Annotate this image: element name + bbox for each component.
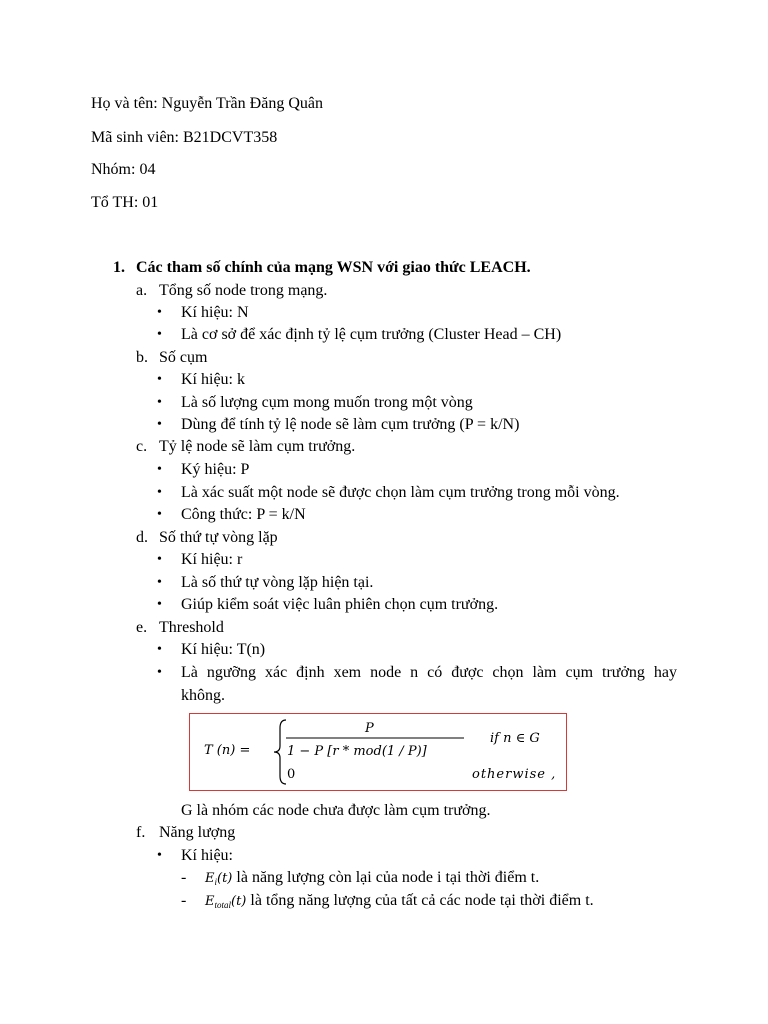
item-label-a: a. <box>136 282 148 299</box>
energy-subitem-1 <box>181 868 540 892</box>
item-title-b: Số cụm <box>159 349 208 366</box>
bullet-item: • Kí hiệu: T(n) <box>181 640 265 660</box>
bullet-item: • Kí hiệu: <box>181 846 233 866</box>
formula-numerator: P <box>365 721 374 736</box>
dash-glyph: - <box>181 892 187 909</box>
bullet-item: • Giúp kiểm soát việc luân phiên chọn cụm trưởng. <box>181 595 498 615</box>
item-title-d: Số thứ tự vòng lặp <box>159 529 278 546</box>
bullet-item: • Công thức: P = k/N <box>181 505 306 525</box>
bullet-item: • Là số lượng cụm mong muốn trong một vòng <box>181 393 473 413</box>
bullet-item: • Là cơ sở để xác định tỷ lệ cụm trưởng (Cluster Head – CH) <box>181 325 561 345</box>
energy-subscript: total <box>214 900 232 910</box>
energy-subitem-2 <box>181 891 594 915</box>
energy-argument: (t) <box>217 871 233 886</box>
formula-condition-2: otherwise , <box>472 767 557 782</box>
item-title-c: Tỷ lệ node sẽ làm cụm trưởng. <box>159 438 356 455</box>
student-name: Họ và tên: Nguyễn Trần Đăng Quân <box>91 95 323 112</box>
energy-argument: (t) <box>231 894 247 909</box>
item-title-f: Năng lượng <box>159 824 236 841</box>
item-label-f: f. <box>136 824 146 841</box>
section-title: Các tham số chính của mạng WSN với giao thức LEACH. <box>136 259 531 276</box>
bullet-item: • Kí hiệu: k <box>181 370 245 390</box>
student-id: Mã sinh viên: B21DCVT358 <box>91 129 278 146</box>
formula-note: G là nhóm các node chưa được làm cụm trưởng. <box>181 802 491 819</box>
energy-description: là tổng năng lượng của tất cả các node tại thời điểm t. <box>250 892 594 909</box>
bullet-item: • Dùng để tính tỷ lệ node sẽ làm cụm trưởng (P = k/N) <box>181 415 519 435</box>
item-label-c: c. <box>136 438 148 455</box>
bullet-item: • Ký hiệu: P <box>181 460 249 480</box>
item-title-e: Threshold <box>159 619 224 636</box>
threshold-formula <box>189 713 567 791</box>
section-number: 1. <box>113 259 125 276</box>
energy-symbol: E <box>205 894 215 909</box>
group-number: Nhóm: 04 <box>91 161 156 178</box>
bullet-continuation: không. <box>181 687 225 704</box>
item-title-a: Tổng số node trong mạng. <box>159 282 328 299</box>
formula-lhs: T (n) = <box>204 743 251 758</box>
bullet-item: • Là ngưỡng xác định xem node n có được chọn làm cụm trưởng hay <box>181 663 677 683</box>
bullet-item: • Là xác suất một node sẽ được chọn làm cụm trưởng trong mỗi vòng. <box>181 483 620 503</box>
formula-condition-1: if n ∈ G <box>490 731 540 746</box>
energy-description: là năng lượng còn lại của node i tại thời điểm t. <box>236 869 540 886</box>
item-label-e: e. <box>136 619 148 636</box>
brace-glyph <box>274 720 286 784</box>
item-label-d: d. <box>136 529 148 546</box>
formula-denominator: 1 − P [r * mod(1 / P)] <box>287 744 427 759</box>
item-label-b: b. <box>136 349 148 366</box>
formula-case-2: 0 <box>287 767 296 782</box>
energy-subscript: i <box>214 877 218 887</box>
bullet-item: • Kí hiệu: r <box>181 550 242 570</box>
bullet-item: • Kí hiệu: N <box>181 303 249 323</box>
energy-symbol: E <box>205 871 215 886</box>
team-number: Tổ TH: 01 <box>91 194 159 211</box>
bullet-item: • Là số thứ tự vòng lặp hiện tại. <box>181 573 373 593</box>
dash-glyph: - <box>181 869 187 886</box>
